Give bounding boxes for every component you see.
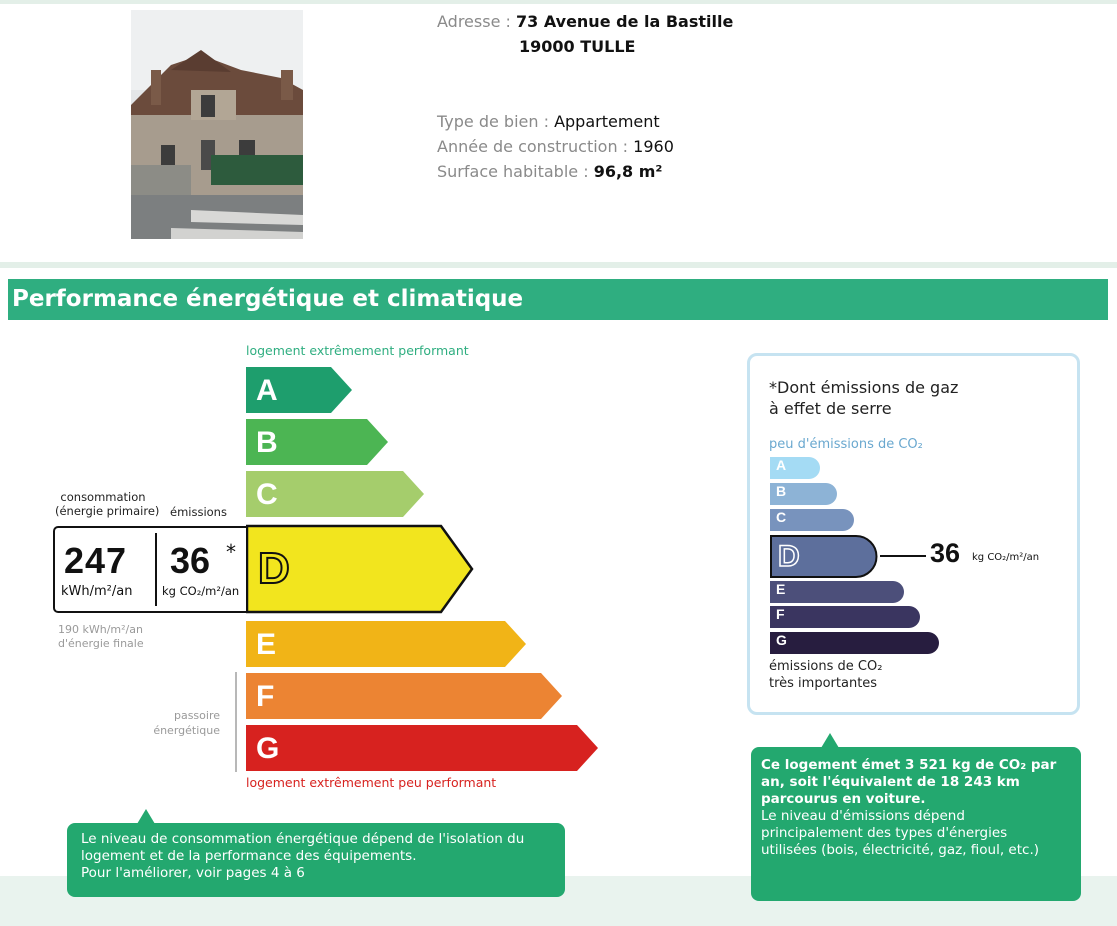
emissions-value: 36 — [170, 540, 211, 581]
emissions-unit: kg CO₂/m²/an — [162, 584, 240, 598]
callout-tip — [821, 733, 839, 748]
consumption-value: 247 — [64, 540, 128, 581]
consumption-head-text: consommation (énergie primaire) — [55, 490, 160, 518]
rating-separator — [155, 533, 157, 606]
mid-divider — [0, 262, 1117, 268]
ges-letter-f: F — [776, 606, 785, 622]
dpe-class-g — [246, 725, 602, 771]
final-energy-line2: d'énergie finale — [58, 637, 144, 650]
dpe-bottom-label: logement extrêmement peu performant — [246, 775, 497, 790]
ges-bar-shape-e — [770, 581, 904, 603]
surface-value: 96,8 m² — [593, 162, 663, 181]
year-label: Année de construction : — [437, 137, 629, 156]
ges-letter-b: B — [776, 483, 787, 499]
callout-right-line2: principalement des types d'énergies — [761, 825, 1008, 841]
passoire-label — [148, 708, 220, 738]
ges-bottom-label — [769, 658, 882, 692]
type-label: Type de bien : — [437, 112, 549, 131]
emissions-star: * — [226, 540, 236, 564]
consumption-unit: kWh/m²/an — [61, 584, 133, 599]
ges-letter-g: G — [776, 632, 787, 648]
property-photo — [131, 10, 303, 239]
ges-letter-c: C — [776, 509, 787, 525]
consumption-callout — [67, 823, 565, 897]
dpe-letter-e: E — [256, 628, 277, 661]
dpe-class-c — [246, 471, 428, 517]
ges-title — [769, 377, 958, 419]
dpe-bar-shape-g — [246, 725, 598, 771]
callout-right-line1: Le niveau d'émissions dépend — [761, 808, 965, 824]
dpe-bar-shape-e — [246, 621, 526, 667]
ges-letter-d: D — [778, 540, 800, 573]
ges-value: 36 — [930, 538, 961, 568]
top-divider — [0, 0, 1117, 4]
ges-unit: kg CO₂/m²/an — [972, 552, 1040, 563]
surface-label: Surface habitable : — [437, 162, 589, 181]
ges-title-line1: *Dont émissions de gaz — [769, 378, 959, 397]
callout-left-line3: Pour l'améliorer, voir pages 4 à 6 — [81, 865, 305, 881]
dpe-letter-d: D — [258, 544, 290, 593]
ges-letter-a: A — [776, 457, 787, 473]
callout-right-bold3: parcourus en voiture. — [761, 791, 926, 807]
callout-right-bold2: an, soit l'équivalent de 18 243 km — [761, 774, 1020, 790]
callout-right-bold1: Ce logement émet 3 521 kg de CO₂ par — [761, 757, 1057, 773]
dpe-letter-b: B — [256, 426, 278, 459]
consumption-head — [55, 490, 160, 518]
callout-left-line2: logement et de la performance des équipements. — [81, 848, 417, 864]
ges-pointer-line — [880, 555, 926, 557]
dpe-top-label: logement extrêmement performant — [246, 343, 469, 358]
dpe-class-e — [246, 621, 530, 667]
address-label: Adresse : — [437, 12, 511, 31]
dpe-bar-shape-f — [246, 673, 562, 719]
ges-bottom-line2: très importantes — [769, 676, 878, 691]
ges-bar-shape-f — [770, 606, 920, 628]
dpe-class-f — [246, 673, 566, 719]
final-energy — [58, 623, 144, 651]
callout-right-line3: utilisées (bois, électricité, gaz, fioul, etc.) — [761, 842, 1040, 858]
year-value: 1960 — [633, 137, 674, 156]
ges-title-line2: à effet de serre — [769, 399, 892, 418]
emissions-callout — [751, 747, 1081, 901]
callout-left-line1: Le niveau de consommation énergétique dépend de l'isolation du — [81, 831, 525, 847]
dpe-letter-c: C — [256, 478, 278, 511]
address-line2: 19000 TULLE — [519, 37, 636, 56]
emissions-head: émissions — [170, 505, 227, 519]
dpe-letter-g: G — [256, 732, 280, 765]
final-energy-line1: 190 kWh/m²/an — [58, 623, 143, 636]
dpe-letter-a: A — [256, 374, 278, 407]
passoire-bracket — [235, 672, 237, 772]
passoire-line1: passoire — [173, 709, 220, 722]
callout-tip — [137, 809, 155, 824]
ges-bar-shape-g — [770, 632, 939, 654]
dpe-class-d — [246, 524, 478, 614]
type-value: Appartement — [554, 112, 660, 131]
section-title: Performance énergétique et climatique — [8, 279, 1108, 320]
address-line1: 73 Avenue de la Bastille — [515, 12, 734, 31]
dpe-class-b — [246, 419, 392, 465]
passoire-line2: énergétique — [153, 724, 220, 737]
ges-top-label: peu d'émissions de CO₂ — [769, 437, 923, 452]
dpe-letter-f: F — [256, 680, 275, 713]
ges-bottom-line1: émissions de CO₂ — [769, 659, 883, 674]
ges-letter-e: E — [776, 581, 786, 597]
dpe-class-a — [246, 367, 356, 413]
